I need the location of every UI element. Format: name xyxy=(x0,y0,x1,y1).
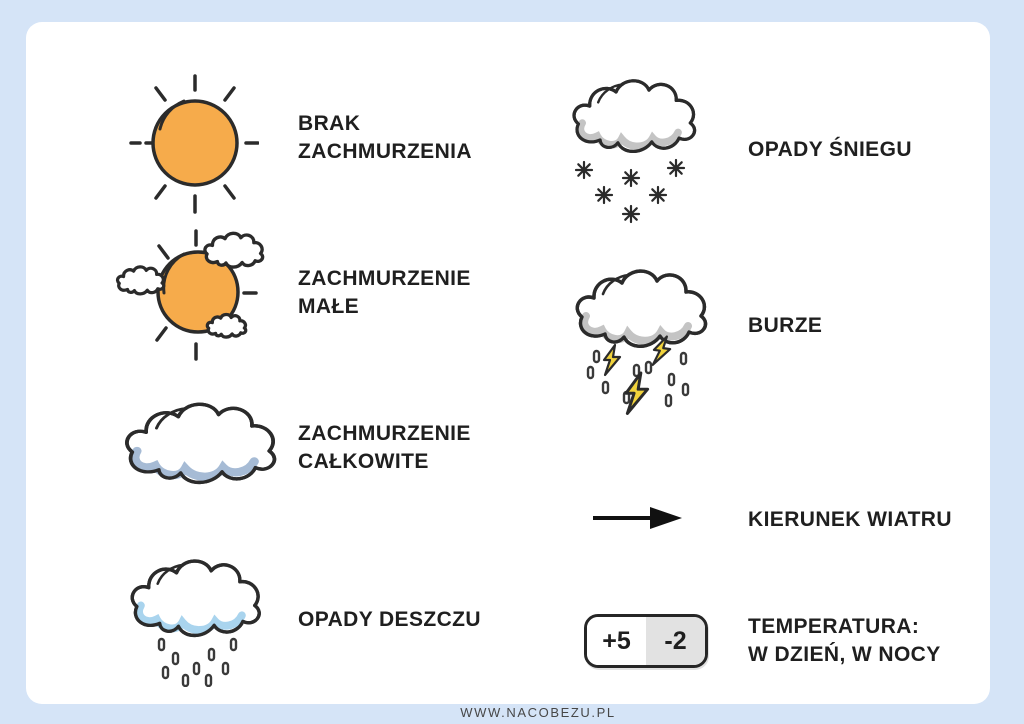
legend-label-line: KIERUNEK WIATRU xyxy=(748,508,952,531)
legend-label-line: MAŁE xyxy=(298,295,360,318)
snowflakes xyxy=(576,160,684,222)
sun-clouds-icon xyxy=(108,223,273,368)
legend-label-zachmurzenie-calkowite xyxy=(298,420,471,476)
rain-cloud-icon xyxy=(123,555,273,687)
legend-label-opady-sniegu xyxy=(748,136,912,164)
wind-arrow-icon xyxy=(592,504,684,532)
legend-label-line: W DZIEŃ, W NOCY xyxy=(748,643,941,666)
cloud-icon xyxy=(116,397,286,499)
footer-url: WWW.NACOBEZU.PL xyxy=(460,705,616,720)
temperature-day-value: +5 xyxy=(587,617,646,665)
legend-label-kierunek-wiatru xyxy=(748,506,952,534)
legend-label-line: CAŁKOWITE xyxy=(298,450,429,473)
storm-cloud-icon xyxy=(568,265,718,450)
snow-cloud-icon xyxy=(568,74,703,224)
legend-label-burze xyxy=(748,312,822,340)
legend-label-line: ZACHMURZENIE xyxy=(298,422,471,445)
legend-label-line: BRAK xyxy=(298,112,361,135)
legend-label-line: ZACHMURZENIA xyxy=(298,140,472,163)
legend-label-opady-deszczu xyxy=(298,606,481,634)
legend-label-line: OPADY DESZCZU xyxy=(298,608,481,631)
legend-label-line: BURZE xyxy=(748,314,823,337)
legend-label-temperatura xyxy=(748,613,941,669)
legend-label-zachmurzenie-male xyxy=(298,265,471,321)
legend-label-brak-zachmurzenia xyxy=(298,110,472,166)
legend-label-line: TEMPERATURA: xyxy=(748,615,920,638)
temperature-night-value: -2 xyxy=(646,617,705,665)
legend-card xyxy=(26,22,990,720)
legend-label-line: ZACHMURZENIE xyxy=(298,267,471,290)
legend-label-line: OPADY ŚNIEGU xyxy=(748,138,912,161)
temperature-badge xyxy=(584,614,708,668)
sun-icon xyxy=(129,67,259,222)
